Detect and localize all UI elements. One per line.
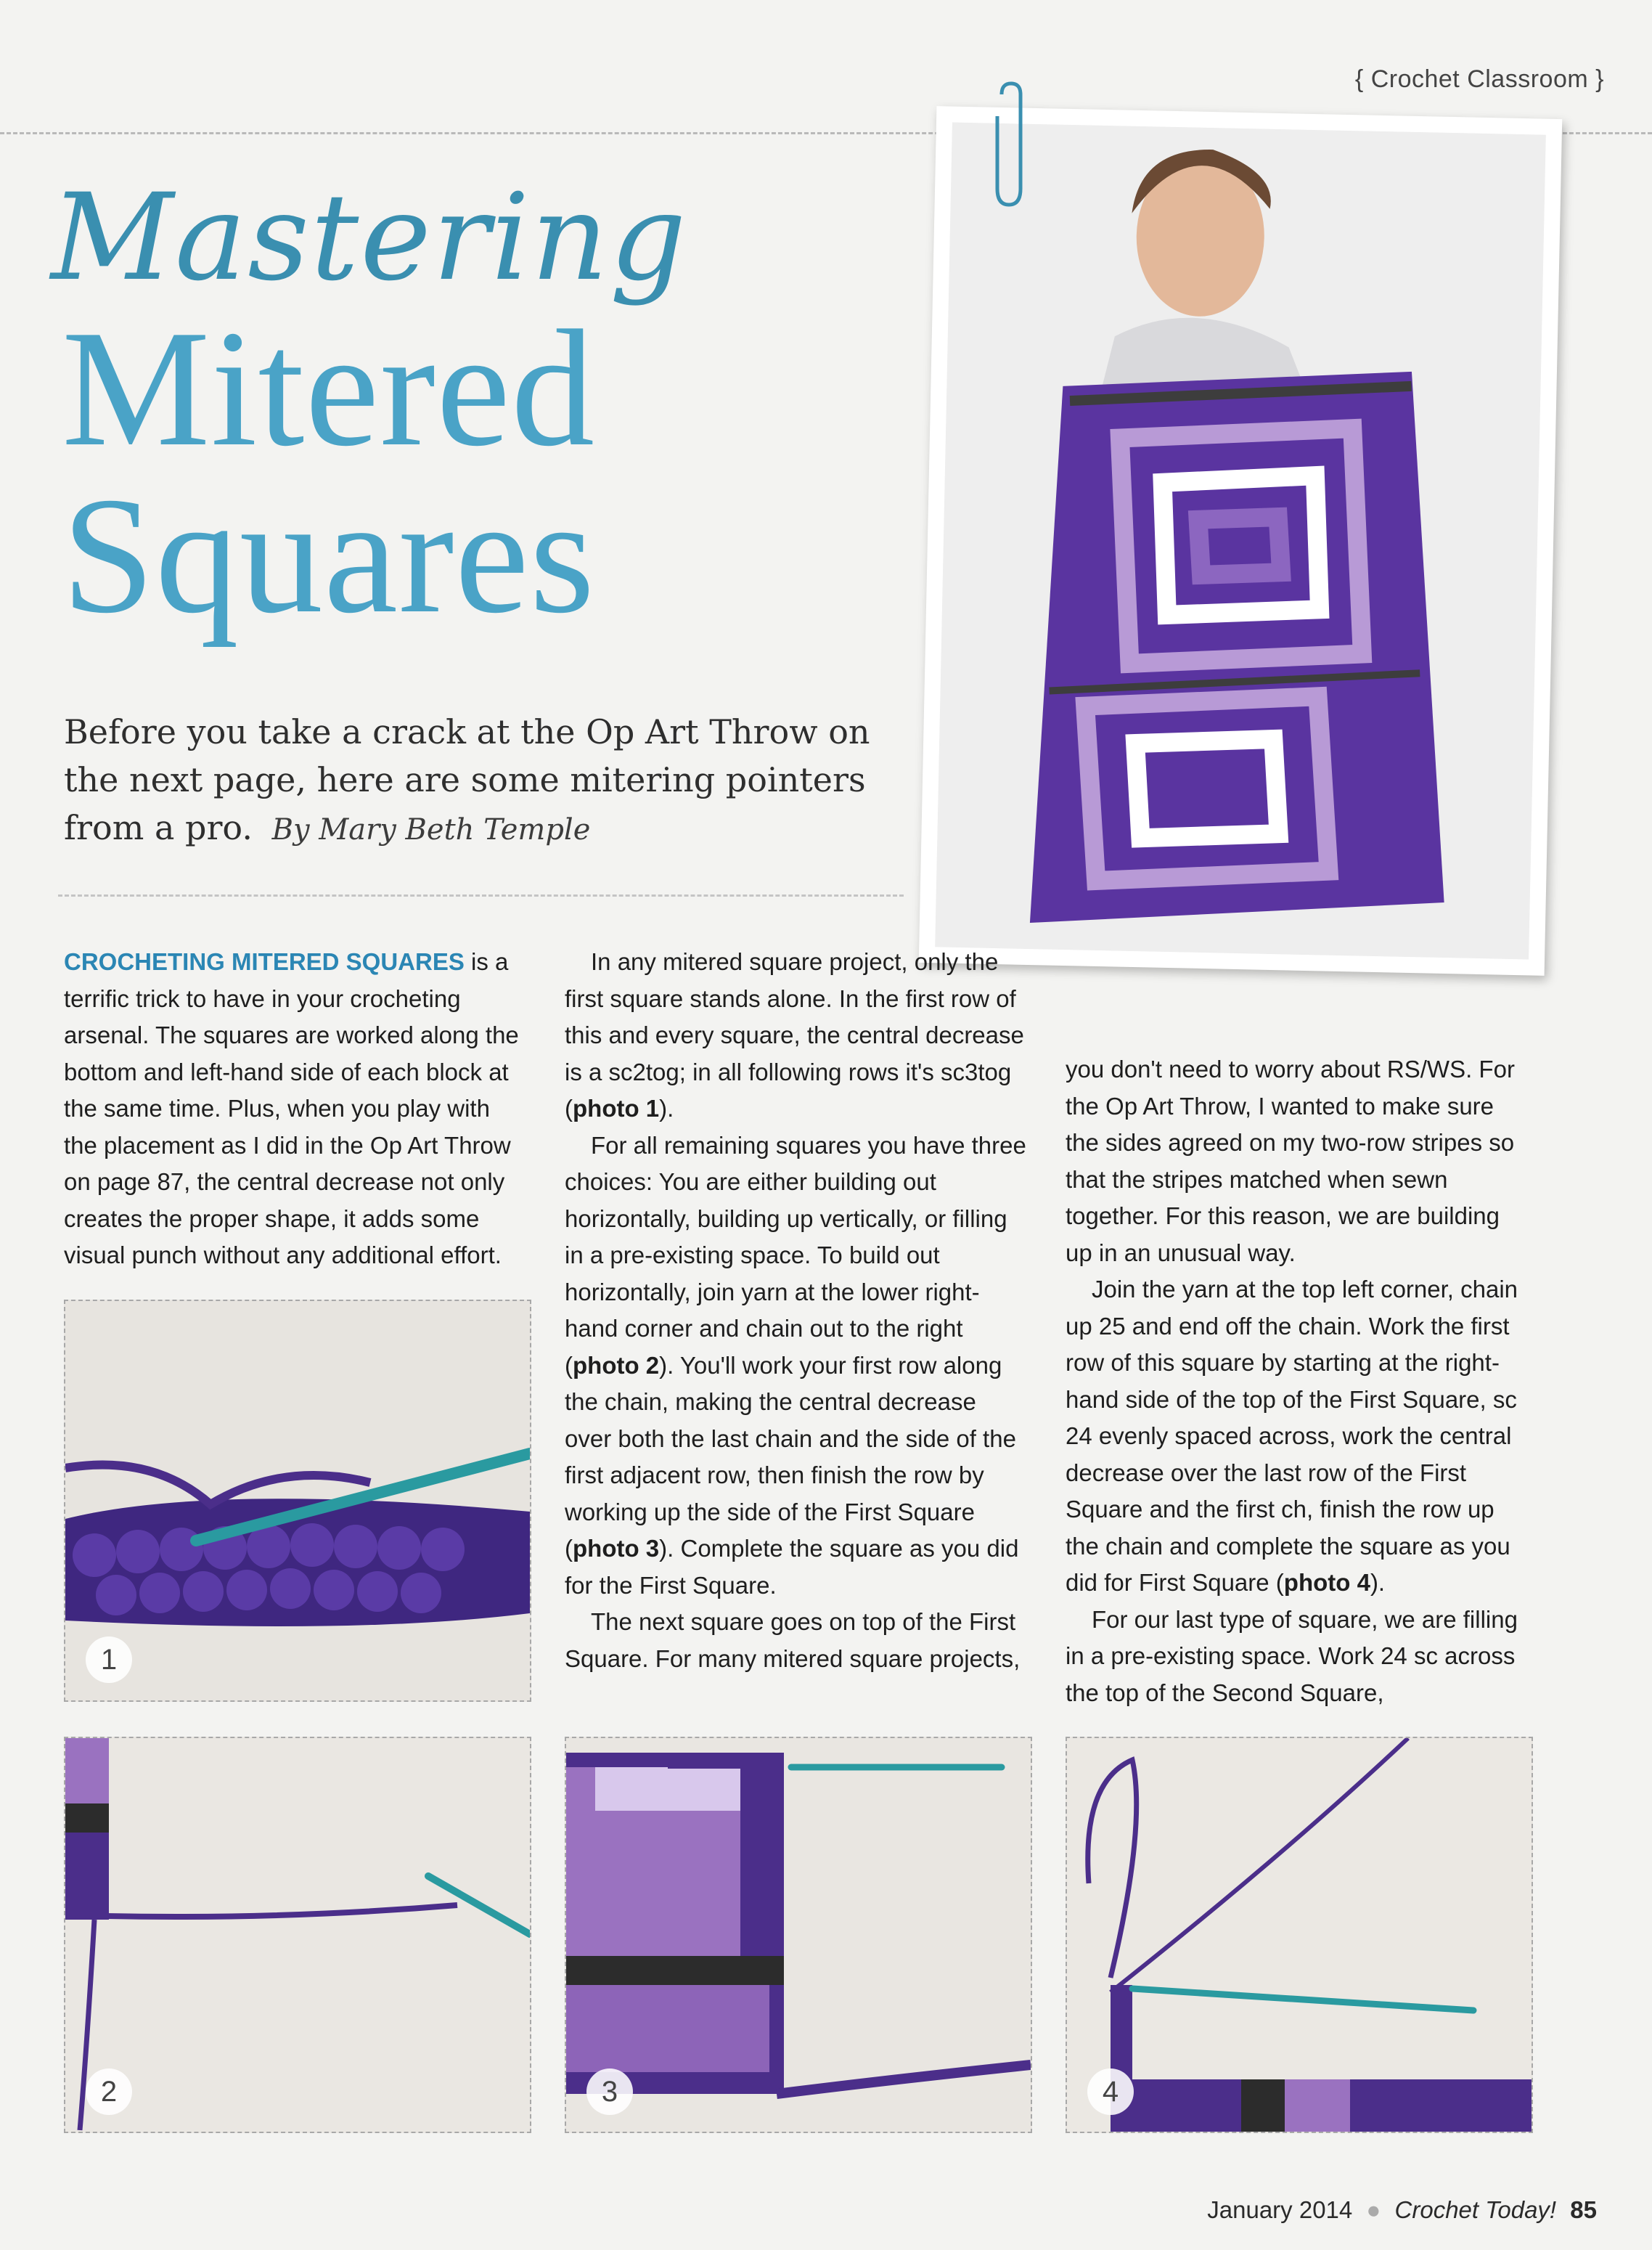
- photo-number-3: 3: [586, 2068, 633, 2115]
- crochet-photo-3: [566, 1738, 1031, 2132]
- byline: By Mary Beth Temple: [271, 813, 591, 847]
- issue-date: January 2014: [1207, 2196, 1353, 2223]
- col3-paragraph-1: you don't need to worry about RS/WS. For the Op Art Throw, I wanted to make sure the sides agreed on my two-row stripes so that the stripes matched when sewn together. For this reason, we are building up in an unusual way.: [1066, 1056, 1515, 1266]
- photo-1: [64, 1300, 531, 1702]
- page-number: 85: [1570, 2196, 1597, 2223]
- col1-paragraph: CROCHETING MITERED SQUARES is a terrific trick to have in your crocheting arsenal. The squares are worked along the bottom and left-hand side of each block at the same time. Plus, when you play with the placement as I did in the Op Art Throw on page 87, the central decrease not only creates the proper shape, it adds some visual punch without any additional effort.: [64, 948, 519, 1268]
- title-line-2: Squares: [62, 462, 596, 648]
- col2-paragraph-1: In any mitered square project, only the first square stands alone. In the first row of this and every square, the central decrease is a sc2tog; in all following rows it's sc3tog (photo 1).: [565, 948, 1024, 1122]
- intro-deck: [64, 708, 899, 854]
- crochet-photo-1: [65, 1301, 530, 1700]
- col3-paragraph-3: For our last type of square, we are filling in a pre-existing space. Work 24 sc across the top of the Second Square,: [1066, 1605, 1518, 1706]
- col3-paragraph-2: Join the yarn at the top left corner, chain up 25 and end off the chain. Work the first row of this square by starting at the right-hand side of the top of the First Square, sc 24 evenly spaced across, work the central decrease over the last row of the First Square and the first ch, finish the row up the chain and complete the square as you did for First Square (photo 4).: [1066, 1276, 1518, 1596]
- title-script: Mastering: [51, 168, 688, 307]
- throw-illustration: [935, 123, 1546, 960]
- photo-3: [565, 1737, 1032, 2133]
- photo-4: [1066, 1737, 1533, 2133]
- body-column-2: [565, 944, 1029, 1677]
- lead-in: CROCHETING MITERED SQUARES: [64, 948, 465, 975]
- body-column-3: [1066, 1051, 1530, 1711]
- title-line-1: Mitered: [62, 295, 596, 481]
- photo-number-2: 2: [86, 2068, 132, 2115]
- intro-text: Before you take a crack at the Op Art Throw on the next page, here are some mitering pointers from a pro.: [64, 712, 870, 847]
- col2-paragraph-3: The next square goes on top of the First Square. For many mitered square projects,: [565, 1608, 1021, 1672]
- hero-photo-frame: [919, 106, 1563, 976]
- photo-number-4: 4: [1087, 2068, 1134, 2115]
- hero-photo: [935, 123, 1546, 960]
- footer-dot-icon: ●: [1366, 2196, 1381, 2223]
- intro-divider: [58, 894, 904, 897]
- paperclip-icon: [991, 80, 1027, 211]
- body-column-1: [64, 944, 528, 1274]
- crochet-photo-4: [1067, 1738, 1532, 2132]
- magazine-name: Crochet Today!: [1394, 2196, 1557, 2223]
- page-footer: [1089, 2196, 1597, 2224]
- section-tag: { Crochet Classroom }: [1354, 65, 1604, 93]
- photo-2: [64, 1737, 531, 2133]
- col2-paragraph-2: For all remaining squares you have three choices: You are either building out horizontally, building up vertically, or filling in a pre-existing space. To build out horizontally, join yarn at the lower right-hand corner and chain out to the right (photo 2). You'll work your first row along the chain, making the central decrease over both the last chain and the side of the first adjacent row, then finish the row by working up the side of the First Square (photo 3). Complete the square as you did for the First Square.: [565, 1131, 1026, 1599]
- crochet-photo-2: [65, 1738, 530, 2132]
- photo-number-1: 1: [86, 1636, 132, 1683]
